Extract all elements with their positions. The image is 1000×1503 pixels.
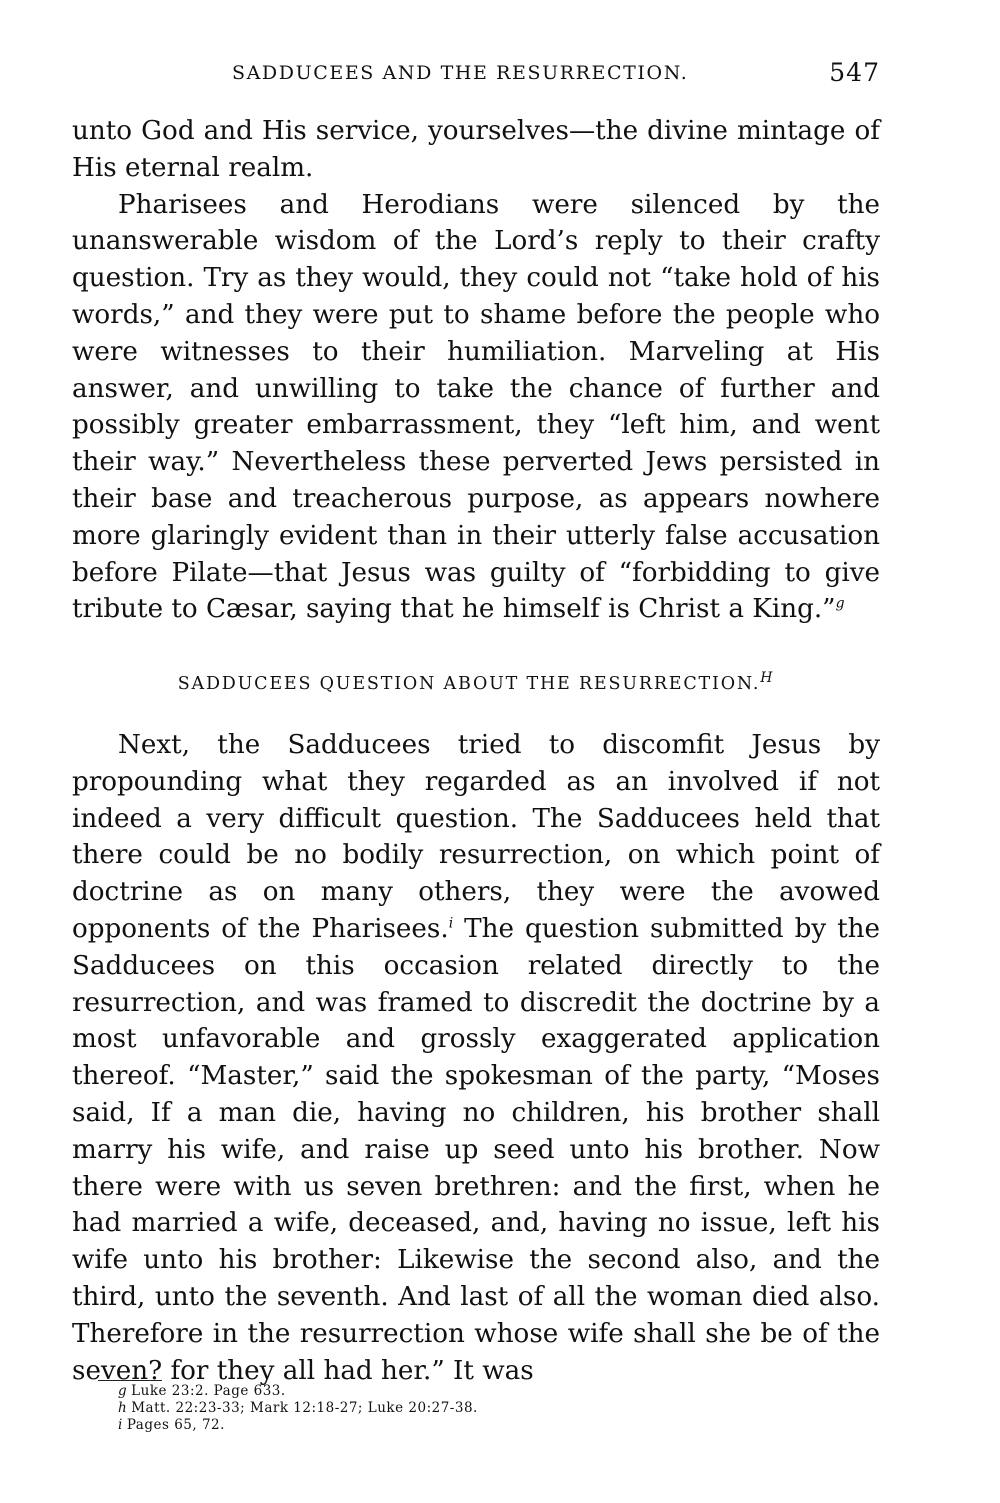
paragraph-pharisees <box>72 187 880 629</box>
footnote-mark: i <box>118 1417 123 1433</box>
section-heading-text: SADDUCEES QUESTION ABOUT THE RESURRECTION. <box>177 674 761 694</box>
footnote-mark: h <box>118 1400 128 1416</box>
running-title: SADDUCEES AND THE RESURRECTION. <box>232 62 689 84</box>
footnote-text: Luke 23:2. Page 633. <box>131 1383 286 1399</box>
footnote-i <box>118 1417 878 1434</box>
footnote-ref-i: i <box>448 915 454 932</box>
footnote-rule <box>98 1380 162 1381</box>
text-block-bottom <box>72 727 880 1389</box>
paragraph-text: The question submitted by the Sadducees on this occasion related directly to the resurrection, and was framed to discredit the doctrine by a most unfavorable and grossly exaggerated application thereof. “Master,” said the spokesman of the party, “Moses said, If a man die, having no children, his brother shall marry his wife, and raise up seed unto his brother. Now there were with us seven brethren: and the first, when he had married a wife, deceased, and, having no issue, left his wife unto his brother: Likewise the second also, and the third, unto the seventh. And last of all the woman died also. Therefore in the resurrection whose wife shall she be of the seven? for they all had her.” It was <box>72 913 880 1386</box>
footnote-text: Matt. 22:23-33; Mark 12:18-27; Luke 20:27-38. <box>131 1400 478 1416</box>
footnote-ref-h: H <box>760 670 775 687</box>
text-block-top <box>72 113 880 628</box>
page-number: 547 <box>829 58 880 87</box>
footnote-h <box>118 1400 878 1417</box>
footnote-mark: g <box>118 1383 128 1399</box>
paragraph-text: unto God and His service, yourselves—the divine mintage of His eternal realm. <box>72 116 880 183</box>
footnotes <box>118 1383 878 1434</box>
paragraph-sadducees <box>72 727 880 1389</box>
footnote-g <box>118 1383 878 1400</box>
paragraph-continuation <box>72 113 880 187</box>
running-head <box>72 58 880 92</box>
footnote-text: Pages 65, 72. <box>126 1417 225 1433</box>
paragraph-text: Pharisees and Herodians were silenced by the unanswerable wisdom of the Lord’s reply to their crafty question. Try as they would, they could not “take hold of his words,” and they were put to shame before the people who were witnesses to their humiliation. Marveling at His answer, and unwilling to take the chance of further and possibly greater embarrassment, they “left him, and went their way.” Nevertheless these perverted Jews persisted in their base and treacherous purpose, as appears nowhere more glaringly evident than in their utterly false accusation before Pilate—that Jesus was guilty of “forbidding to give tribute to Cæsar, saying that he himself is Christ a King.” <box>72 189 880 625</box>
paragraph-text: Next, the Sadducees tried to discomfit Jesus by propounding what they regarded as an involved if not indeed a very difficult question. The Sadducees held that there could be no bodily resurrection, on which point of doctrine as on many others, they were the avowed opponents of the Pharisees. <box>72 730 880 944</box>
footnote-ref-g: g <box>835 595 845 612</box>
section-heading <box>72 670 880 694</box>
